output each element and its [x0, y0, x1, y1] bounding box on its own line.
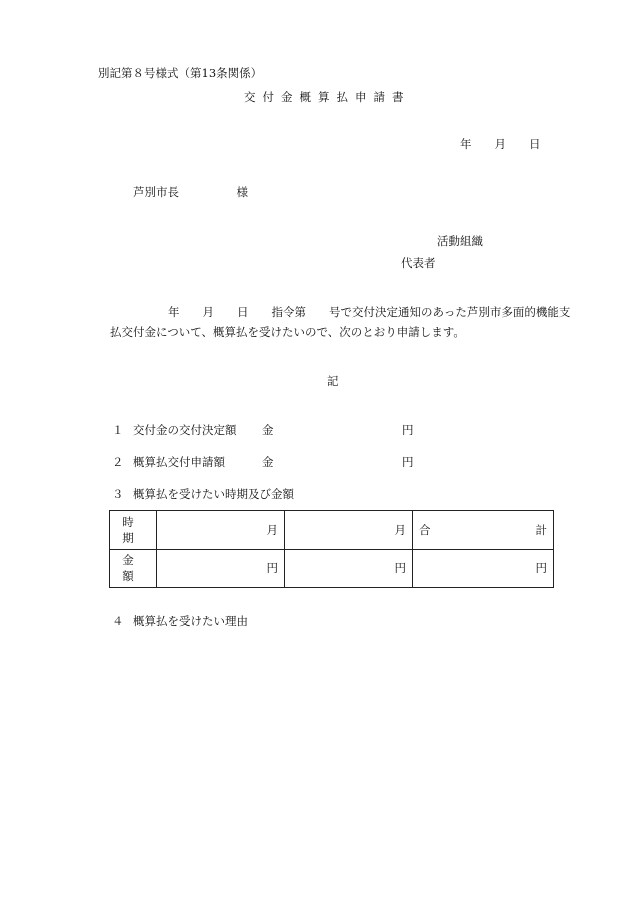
organization-label: 活動組織 — [437, 234, 483, 248]
amount-cell-2: 円 — [285, 549, 413, 588]
amount-cell-total: 円 — [413, 549, 554, 588]
item-1-yen: 円 — [402, 423, 414, 437]
item-2-number: ２ — [112, 455, 124, 469]
item-3-label: 概算払を受けたい時期及び金額 — [133, 487, 294, 501]
total-header: 合計 — [413, 511, 554, 550]
form-reference: 別記第８号様式（第13条関係） — [98, 66, 263, 80]
document-title: 交付金概算払申請書 — [244, 90, 411, 104]
item-1-number: １ — [112, 423, 124, 437]
application-body — [110, 302, 580, 342]
representative-label: 代表者 — [401, 256, 436, 270]
addressee: 芦別市長 様 — [133, 185, 248, 199]
amount-header: 金額 — [110, 549, 157, 588]
table-row-amount — [110, 549, 554, 588]
schedule-table — [109, 510, 554, 588]
item-1-label: 交付金の交付決定額 — [133, 423, 237, 437]
item-1-kin: 金 — [262, 423, 274, 437]
period-cell-1: 月 — [157, 511, 285, 550]
item-3-number: ３ — [112, 487, 124, 501]
ki-heading: 記 — [327, 374, 339, 388]
item-2-kin: 金 — [262, 455, 274, 469]
item-2-yen: 円 — [402, 455, 414, 469]
period-cell-2: 月 — [285, 511, 413, 550]
item-4-label: 概算払を受けたい理由 — [133, 614, 248, 628]
table-row-period — [110, 511, 554, 550]
item-2-label: 概算払交付申請額 — [133, 455, 225, 469]
date-line: 年 月 日 — [460, 137, 541, 151]
period-header: 時期 — [110, 511, 157, 550]
item-4-number: ４ — [112, 614, 124, 628]
body-text: 年 月 日 指令第 号で交付決定通知のあった芦別市多面的機能支払交付金について、概算払を受けたいので、次のとおり申請します。 — [110, 305, 571, 339]
amount-cell-1: 円 — [157, 549, 285, 588]
